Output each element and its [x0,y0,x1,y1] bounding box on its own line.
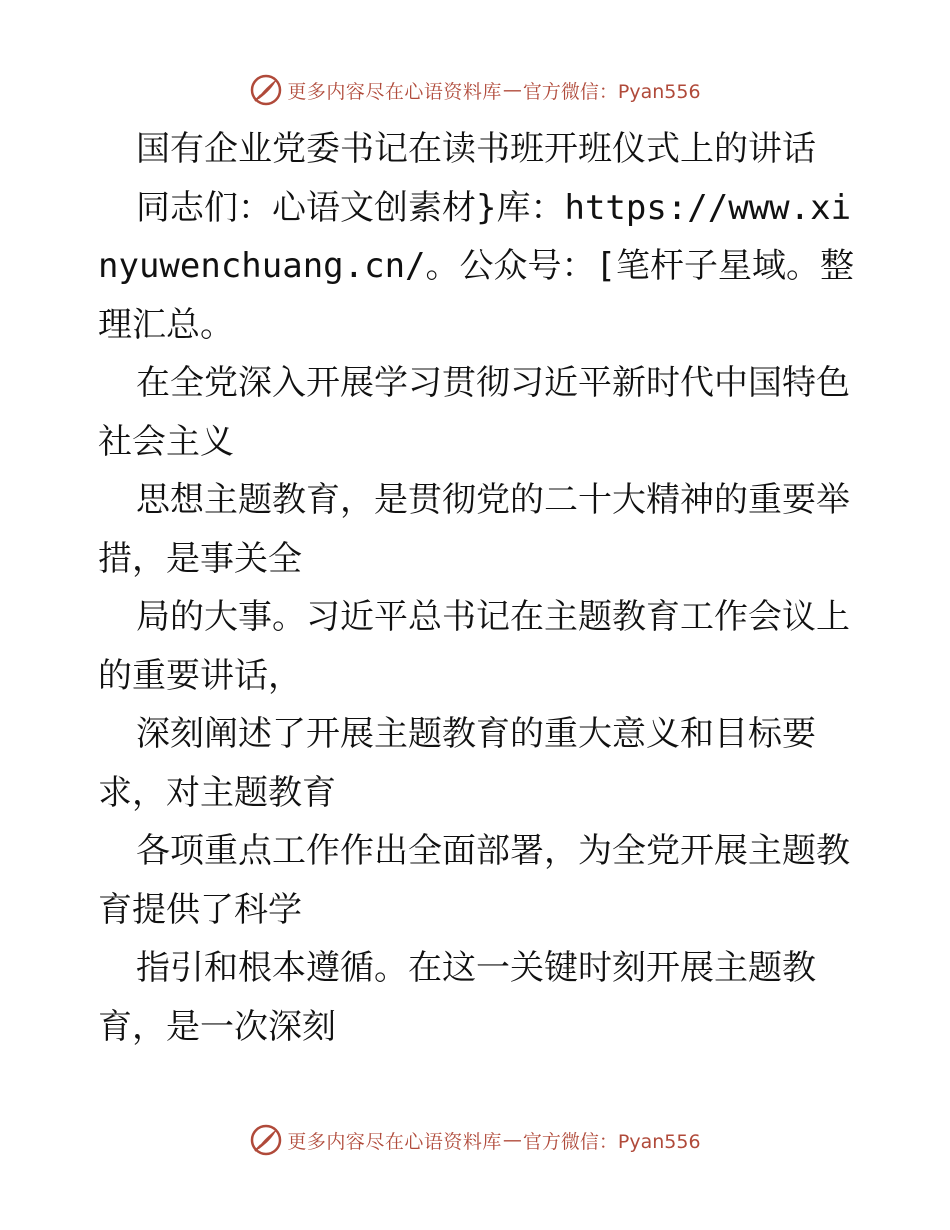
document-body [98,120,858,1056]
banner-brand-text: 更多内容尽在心语资料库 [287,1130,502,1153]
body-paragraph-3: 局的大事。习近平总书记在主题教育工作会议上的重要讲话， [98,597,850,696]
banner-separator: — [502,79,522,101]
banner-wechat-note: 官方微信：Pyan556 [522,1130,701,1153]
banner-separator: — [502,1129,522,1151]
footer-banner [0,1120,950,1160]
body-paragraph-4: 深刻阐述了开展主题教育的重大意义和目标要求，对主题教育 [98,714,816,813]
body-paragraph-5: 各项重点工作作出全面部署，为全党开展主题教育提供了科学 [98,831,850,930]
feather-pen-logo-icon [249,73,283,107]
body-paragraph-1: 在全党深入开展学习贯彻习近平新时代中国特色社会主义 [98,363,850,462]
feather-pen-logo-icon [249,1123,283,1157]
intro-paragraph: 同志们：心语文创素材}库：https://www.xinyuwenchuang.cn/。公众号：[笔杆子星域。整理汇总。 [98,187,854,345]
body-paragraph-6: 指引和根本遵循。在这一关键时刻开展主题教育，是一次深刻 [98,948,816,1047]
body-paragraph-2: 思想主题教育，是贯彻党的二十大精神的重要举措，是事关全 [98,480,850,579]
banner-wechat-note: 官方微信：Pyan556 [522,80,701,103]
banner-brand-text: 更多内容尽在心语资料库 [287,80,502,103]
document-title: 国有企业党委书记在读书班开班仪式上的讲话 [136,129,816,169]
header-banner [0,70,950,110]
